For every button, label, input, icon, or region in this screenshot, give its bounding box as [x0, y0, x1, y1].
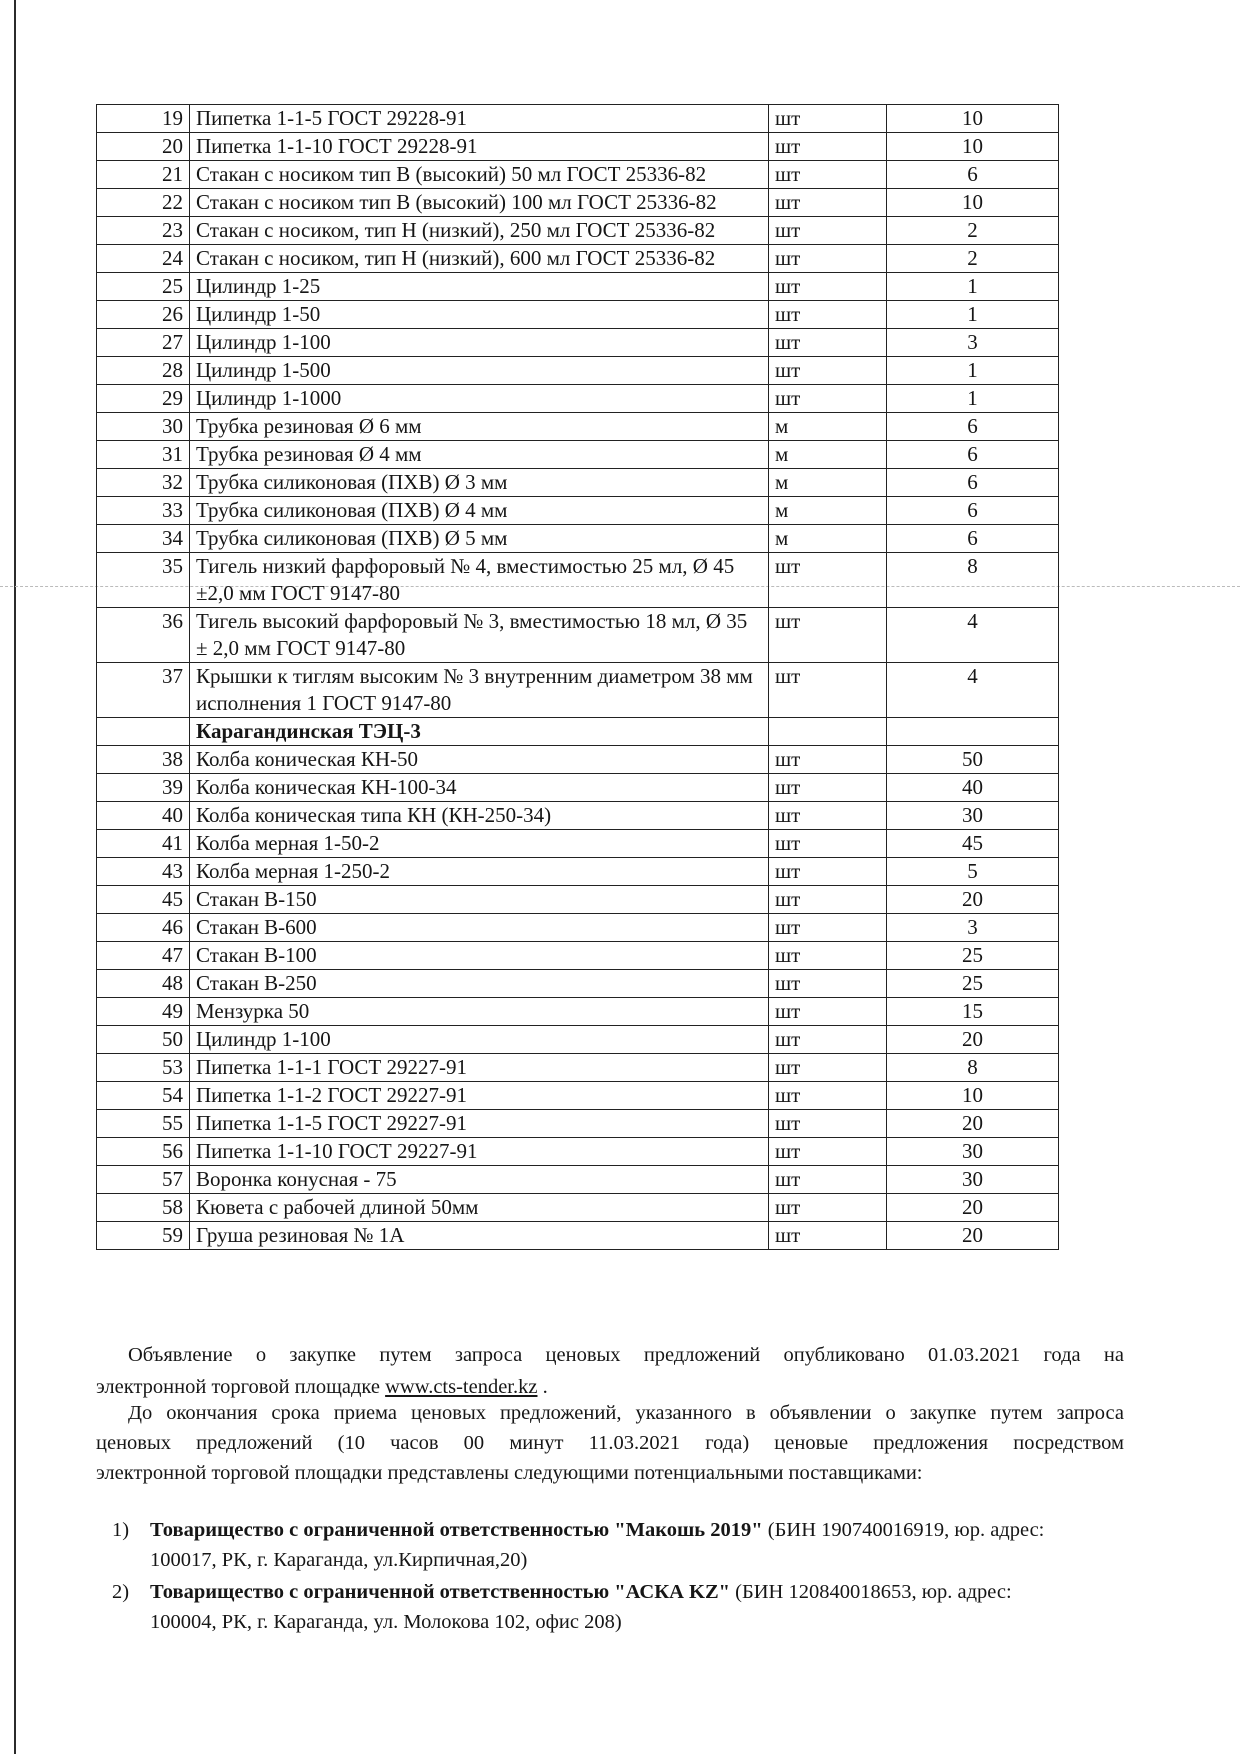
item-name: Трубка резиновая Ø 6 мм — [190, 413, 769, 441]
item-name: Стакан с носиком тип В (высокий) 100 мл ГОСТ 25336-82 — [190, 189, 769, 217]
table-row — [97, 886, 1059, 914]
table-row — [97, 914, 1059, 942]
item-quantity: 10 — [887, 105, 1059, 133]
item-quantity: 10 — [887, 1082, 1059, 1110]
item-unit: шт — [769, 1054, 887, 1082]
table-row — [97, 970, 1059, 998]
row-number: 59 — [97, 1222, 190, 1250]
row-number: 29 — [97, 385, 190, 413]
item-quantity: 45 — [887, 830, 1059, 858]
item-quantity: 6 — [887, 161, 1059, 189]
item-name: Цилиндр 1-100 — [190, 1026, 769, 1054]
row-number: 33 — [97, 497, 190, 525]
row-number: 40 — [97, 802, 190, 830]
item-unit: шт — [769, 273, 887, 301]
item-quantity: 8 — [887, 553, 1059, 608]
item-quantity: 25 — [887, 942, 1059, 970]
item-name: Трубка силиконовая (ПХВ) Ø 5 мм — [190, 525, 769, 553]
supplier-address: 100017, РК, г. Караганда, ул.Кирпичная,20) — [150, 1549, 528, 1571]
row-number: 56 — [97, 1138, 190, 1166]
table-row — [97, 357, 1059, 385]
item-quantity: 1 — [887, 357, 1059, 385]
item-unit: шт — [769, 802, 887, 830]
section-num-cell — [97, 718, 190, 746]
item-unit: шт — [769, 774, 887, 802]
deadline-text-3: электронной торговой площадки представлены следующими потенциальными поставщиками: — [96, 1462, 923, 1484]
item-quantity: 6 — [887, 413, 1059, 441]
supplier-index: 1) — [112, 1519, 130, 1541]
item-unit: шт — [769, 608, 887, 663]
item-name: Стакан В-250 — [190, 970, 769, 998]
item-unit: шт — [769, 161, 887, 189]
item-name: Колба коническая типа КН (КН-250-34) — [190, 802, 769, 830]
item-name: Кювета с рабочей длиной 50мм — [190, 1194, 769, 1222]
row-number: 57 — [97, 1166, 190, 1194]
item-name: Стакан В-100 — [190, 942, 769, 970]
item-name: Стакан с носиком тип В (высокий) 50 мл ГОСТ 25336-82 — [190, 161, 769, 189]
item-quantity: 2 — [887, 245, 1059, 273]
table-row — [97, 1194, 1059, 1222]
item-quantity: 6 — [887, 441, 1059, 469]
item-name: Стакан с носиком, тип Н (низкий), 250 мл ГОСТ 25336-82 — [190, 217, 769, 245]
item-name: Тигель низкий фарфоровый № 4, вместимостью 25 мл, Ø 45 ±2,0 мм ГОСТ 9147-80 — [190, 553, 769, 608]
item-quantity: 10 — [887, 189, 1059, 217]
item-unit: м — [769, 497, 887, 525]
table-row — [97, 998, 1059, 1026]
item-unit: шт — [769, 663, 887, 718]
deadline-text-1: До окончания срока приема ценовых предложений, указанного в объявлении о закупке путем запроса — [128, 1402, 1124, 1424]
item-name: Воронка конусная - 75 — [190, 1166, 769, 1194]
supplier-details: (БИН 190740016919, юр. адрес: — [762, 1519, 1045, 1541]
item-name: Колба коническая КН-50 — [190, 746, 769, 774]
supplier-name: Товарищество с ограниченной ответственностью "АСКА KZ" — [150, 1581, 730, 1603]
row-number: 32 — [97, 469, 190, 497]
row-number: 48 — [97, 970, 190, 998]
row-number: 22 — [97, 189, 190, 217]
item-quantity: 3 — [887, 329, 1059, 357]
tender-site-link[interactable]: www.cts-tender.kz — [385, 1376, 538, 1398]
item-name: Колба коническая КН-100-34 — [190, 774, 769, 802]
item-unit: м — [769, 469, 887, 497]
item-quantity: 10 — [887, 133, 1059, 161]
table-row — [97, 385, 1059, 413]
item-unit: шт — [769, 858, 887, 886]
item-quantity: 6 — [887, 469, 1059, 497]
row-number: 24 — [97, 245, 190, 273]
item-name: Цилиндр 1-1000 — [190, 385, 769, 413]
announcement-line-1 — [96, 1340, 1124, 1370]
deadline-text-2: ценовых предложений (10 часов 00 минут 11.03.2021 года) ценовые предложения посредством — [96, 1432, 1124, 1454]
item-unit: шт — [769, 998, 887, 1026]
items-table-body — [97, 105, 1059, 1250]
item-unit: шт — [769, 301, 887, 329]
item-quantity: 30 — [887, 802, 1059, 830]
item-unit: м — [769, 441, 887, 469]
item-unit: шт — [769, 217, 887, 245]
table-row — [97, 553, 1059, 608]
item-name: Трубка резиновая Ø 4 мм — [190, 441, 769, 469]
item-unit: шт — [769, 1082, 887, 1110]
row-number: 41 — [97, 830, 190, 858]
table-row — [97, 329, 1059, 357]
row-number: 28 — [97, 357, 190, 385]
table-row — [97, 105, 1059, 133]
row-number: 37 — [97, 663, 190, 718]
item-quantity: 20 — [887, 1110, 1059, 1138]
item-name: Трубка силиконовая (ПХВ) Ø 3 мм — [190, 469, 769, 497]
item-name: Пипетка 1-1-1 ГОСТ 29227-91 — [190, 1054, 769, 1082]
item-quantity: 4 — [887, 608, 1059, 663]
row-number: 25 — [97, 273, 190, 301]
row-number: 38 — [97, 746, 190, 774]
item-name: Стакан с носиком, тип Н (низкий), 600 мл ГОСТ 25336-82 — [190, 245, 769, 273]
row-number: 39 — [97, 774, 190, 802]
item-quantity: 5 — [887, 858, 1059, 886]
item-unit: шт — [769, 245, 887, 273]
item-name: Цилиндр 1-500 — [190, 357, 769, 385]
row-number: 21 — [97, 161, 190, 189]
item-quantity: 6 — [887, 497, 1059, 525]
item-quantity: 3 — [887, 914, 1059, 942]
table-row — [97, 133, 1059, 161]
row-number: 50 — [97, 1026, 190, 1054]
item-name: Стакан В-600 — [190, 914, 769, 942]
item-quantity: 25 — [887, 970, 1059, 998]
table-row — [97, 1054, 1059, 1082]
table-row — [97, 663, 1059, 718]
item-quantity: 1 — [887, 273, 1059, 301]
item-unit: шт — [769, 133, 887, 161]
item-unit: шт — [769, 105, 887, 133]
supplier-name: Товарищество с ограниченной ответственностью "Макошь 2019" — [150, 1519, 763, 1541]
item-quantity: 20 — [887, 886, 1059, 914]
item-unit: м — [769, 525, 887, 553]
supplier-index: 2) — [112, 1581, 130, 1603]
deadline-line-3 — [96, 1458, 1124, 1488]
item-name: Пипетка 1-1-10 ГОСТ 29228-91 — [190, 133, 769, 161]
table-row — [97, 525, 1059, 553]
table-row — [97, 1110, 1059, 1138]
row-number: 46 — [97, 914, 190, 942]
item-name: Пипетка 1-1-5 ГОСТ 29228-91 — [190, 105, 769, 133]
table-row — [97, 830, 1059, 858]
item-name: Трубка силиконовая (ПХВ) Ø 4 мм — [190, 497, 769, 525]
item-quantity: 1 — [887, 301, 1059, 329]
row-number: 19 — [97, 105, 190, 133]
announcement-text: Объявление о закупке путем запроса ценовых предложений опубликовано 01.03.2021 года на — [128, 1344, 1124, 1366]
table-row — [97, 189, 1059, 217]
item-name: Стакан В-150 — [190, 886, 769, 914]
section-qty-cell — [887, 718, 1059, 746]
item-quantity: 6 — [887, 525, 1059, 553]
item-quantity: 8 — [887, 1054, 1059, 1082]
table-row — [97, 413, 1059, 441]
row-number: 55 — [97, 1110, 190, 1138]
item-unit: шт — [769, 1138, 887, 1166]
item-unit: шт — [769, 357, 887, 385]
section-unit-cell — [769, 718, 887, 746]
item-quantity: 50 — [887, 746, 1059, 774]
section-title: Карагандинская ТЭЦ-3 — [190, 718, 769, 746]
item-name: Пипетка 1-1-10 ГОСТ 29227-91 — [190, 1138, 769, 1166]
deadline-line-2 — [96, 1428, 1124, 1458]
item-unit: шт — [769, 189, 887, 217]
item-unit: шт — [769, 830, 887, 858]
table-row — [97, 497, 1059, 525]
table-row — [97, 301, 1059, 329]
announcement-text-cont: электронной торговой площадке — [96, 1376, 386, 1398]
left-margin-line — [14, 0, 16, 1754]
item-name: Цилиндр 1-100 — [190, 329, 769, 357]
row-number: 43 — [97, 858, 190, 886]
item-unit: шт — [769, 1110, 887, 1138]
item-unit: шт — [769, 329, 887, 357]
row-number: 31 — [97, 441, 190, 469]
item-quantity: 30 — [887, 1138, 1059, 1166]
row-number: 36 — [97, 608, 190, 663]
table-row — [97, 608, 1059, 663]
item-quantity: 15 — [887, 998, 1059, 1026]
item-name: Цилиндр 1-50 — [190, 301, 769, 329]
item-name: Тигель высокий фарфоровый № 3, вместимостью 18 мл, Ø 35 ± 2,0 мм ГОСТ 9147-80 — [190, 608, 769, 663]
row-number: 27 — [97, 329, 190, 357]
row-number: 30 — [97, 413, 190, 441]
table-row — [97, 746, 1059, 774]
item-quantity: 30 — [887, 1166, 1059, 1194]
table-row — [97, 273, 1059, 301]
table-row — [97, 1026, 1059, 1054]
item-unit: шт — [769, 886, 887, 914]
item-name: Груша резиновая № 1А — [190, 1222, 769, 1250]
row-number: 49 — [97, 998, 190, 1026]
item-quantity: 20 — [887, 1194, 1059, 1222]
table-row — [97, 1082, 1059, 1110]
item-quantity: 20 — [887, 1026, 1059, 1054]
item-unit: шт — [769, 746, 887, 774]
item-unit: шт — [769, 970, 887, 998]
supplier-details: (БИН 120840018653, юр. адрес: — [730, 1581, 1012, 1603]
item-quantity: 1 — [887, 385, 1059, 413]
supplier-item — [112, 1577, 1124, 1637]
item-name: Пипетка 1-1-5 ГОСТ 29227-91 — [190, 1110, 769, 1138]
row-number: 45 — [97, 886, 190, 914]
items-table — [96, 104, 1059, 1250]
row-number: 20 — [97, 133, 190, 161]
item-unit: шт — [769, 553, 887, 608]
table-row — [97, 217, 1059, 245]
item-quantity: 40 — [887, 774, 1059, 802]
item-unit: м — [769, 413, 887, 441]
row-number: 54 — [97, 1082, 190, 1110]
supplier-item — [112, 1515, 1124, 1575]
row-number: 26 — [97, 301, 190, 329]
table-row — [97, 858, 1059, 886]
row-number: 53 — [97, 1054, 190, 1082]
item-unit: шт — [769, 914, 887, 942]
supplier-address: 100004, РК, г. Караганда, ул. Молокова 102, офис 208) — [150, 1611, 622, 1633]
row-number: 47 — [97, 942, 190, 970]
table-row — [97, 774, 1059, 802]
item-name: Колба мерная 1-250-2 — [190, 858, 769, 886]
table-row — [97, 161, 1059, 189]
item-name: Пипетка 1-1-2 ГОСТ 29227-91 — [190, 1082, 769, 1110]
item-unit: шт — [769, 1026, 887, 1054]
section-row — [97, 718, 1059, 746]
item-name: Цилиндр 1-25 — [190, 273, 769, 301]
item-name: Крышки к тиглям высоким № 3 внутренним диаметром 38 мм исполнения 1 ГОСТ 9147-80 — [190, 663, 769, 718]
table-row — [97, 1222, 1059, 1250]
table-row — [97, 1166, 1059, 1194]
table-row — [97, 469, 1059, 497]
row-number: 58 — [97, 1194, 190, 1222]
announcement-end: . — [537, 1376, 548, 1398]
item-quantity: 20 — [887, 1222, 1059, 1250]
table-row — [97, 802, 1059, 830]
deadline-line-1 — [96, 1398, 1124, 1428]
item-unit: шт — [769, 1194, 887, 1222]
row-number: 23 — [97, 217, 190, 245]
table-row — [97, 441, 1059, 469]
item-name: Колба мерная 1-50-2 — [190, 830, 769, 858]
row-number: 34 — [97, 525, 190, 553]
item-unit: шт — [769, 385, 887, 413]
item-unit: шт — [769, 942, 887, 970]
table-row — [97, 245, 1059, 273]
table-row — [97, 1138, 1059, 1166]
row-number: 35 — [97, 553, 190, 608]
table-row — [97, 942, 1059, 970]
item-unit: шт — [769, 1222, 887, 1250]
item-name: Мензурка 50 — [190, 998, 769, 1026]
item-quantity: 2 — [887, 217, 1059, 245]
item-quantity: 4 — [887, 663, 1059, 718]
item-unit: шт — [769, 1166, 887, 1194]
